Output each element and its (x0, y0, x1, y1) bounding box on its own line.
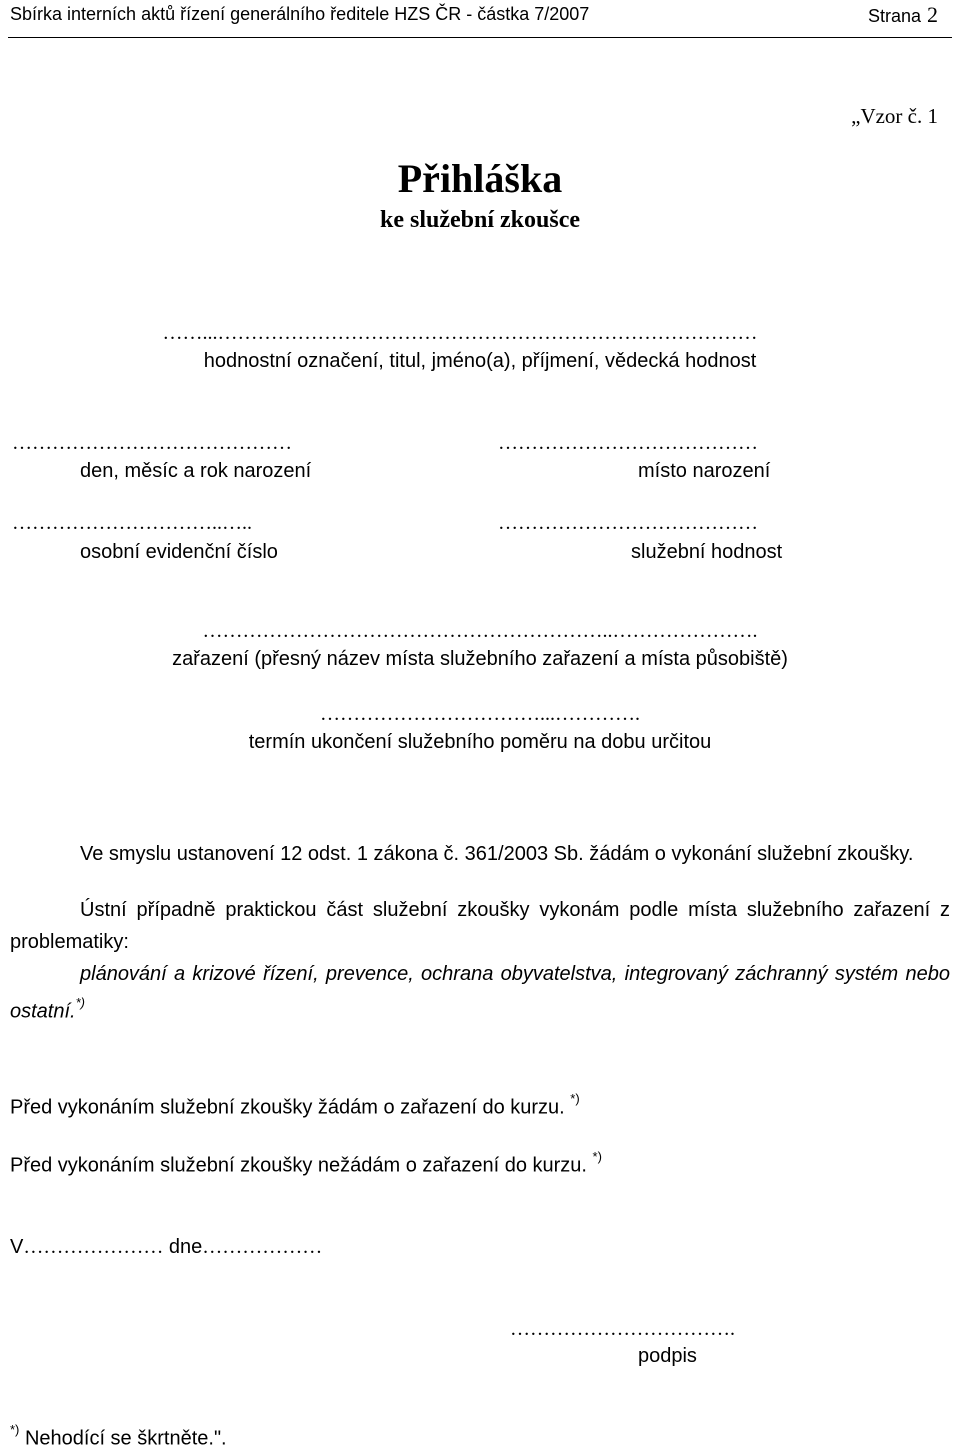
service-rank-caption: služební hodnost (631, 541, 783, 563)
course-yes-text: Před vykonáním služební zkoušky žádám o zařazení do kurzu. (10, 1096, 565, 1119)
header-rule (8, 37, 952, 38)
birth-place-caption: místo narození (638, 460, 771, 482)
page-number: 2 (927, 2, 938, 27)
place-label: V (10, 1236, 24, 1258)
oral-text: Ústní případně praktickou část služební zkoušky vykonám podle místa služebního zařazení z problematiky: (10, 899, 950, 953)
course-decline-line (10, 1149, 602, 1178)
topics-text: plánování a krizové řízení, prevence, ochrana obyvatelstva, integrovaný záchranný systém nebo ostatní. (10, 963, 950, 1023)
place-dots: ………………… (23, 1236, 164, 1258)
term-end-caption: termín ukončení služebního poměru na dobu určitou (248, 731, 712, 753)
birth-date-caption: den, měsíc a rok narození (80, 460, 312, 482)
name-dots: ……...……………………………………………………………………… (162, 322, 758, 344)
request-paragraph (10, 838, 950, 870)
assignment-dots: ……………………………………………………..…………………. (202, 620, 758, 642)
date-dots: ……………… (202, 1236, 323, 1258)
place-date-line (10, 1236, 322, 1259)
template-number: „Vzor č. 1 (851, 104, 938, 128)
request-text: Ve smyslu ustanovení 12 odst. 1 zákona č. 361/2003 Sb. žádám o vykonání služební zkoušky. (80, 843, 914, 865)
course-request-line (10, 1091, 580, 1120)
header-collection-title: Sbírka interních aktů řízení generálního ředitele HZS ČR - částka 7/2007 (10, 4, 590, 24)
footnote (10, 1422, 227, 1451)
birth-date-dots: …………………………………… (12, 432, 292, 454)
course-no-text: Před vykonáním služební zkoušky nežádám o zařazení do kurzu. (10, 1154, 587, 1177)
oral-paragraph (10, 894, 950, 958)
footnote-mark: *) (10, 1422, 20, 1437)
course-yes-footnote-mark: *) (570, 1091, 580, 1106)
course-no-footnote-mark: *) (592, 1149, 602, 1164)
topics-paragraph (10, 958, 950, 1028)
service-rank-dots: ………………………………… (498, 512, 758, 534)
page-label: Strana (867, 6, 921, 26)
personal-number-dots: …………………………..….. (12, 512, 252, 534)
signature-dots: ……………………………. (510, 1318, 735, 1340)
assignment-caption: zařazení (přesný název místa služebního zařazení a místa působiště) (172, 648, 788, 670)
form-title: Přihláška (397, 156, 563, 201)
header-page (868, 2, 938, 28)
footnote-text: Nehodící se škrtněte.". (24, 1427, 227, 1450)
birth-place-dots: ………………………………… (498, 432, 758, 454)
topics-footnote-mark: *) (75, 995, 85, 1010)
date-label: dne (168, 1236, 203, 1258)
personal-number-caption: osobní evidenční číslo (80, 541, 278, 563)
term-end-dots: ……………………………...…………. (320, 703, 640, 725)
signature-label: podpis (638, 1345, 697, 1367)
form-subtitle: ke služební zkoušce (379, 207, 580, 233)
name-caption: hodnostní označení, titul, jméno(a), příjmení, vědecká hodnost (203, 350, 757, 372)
